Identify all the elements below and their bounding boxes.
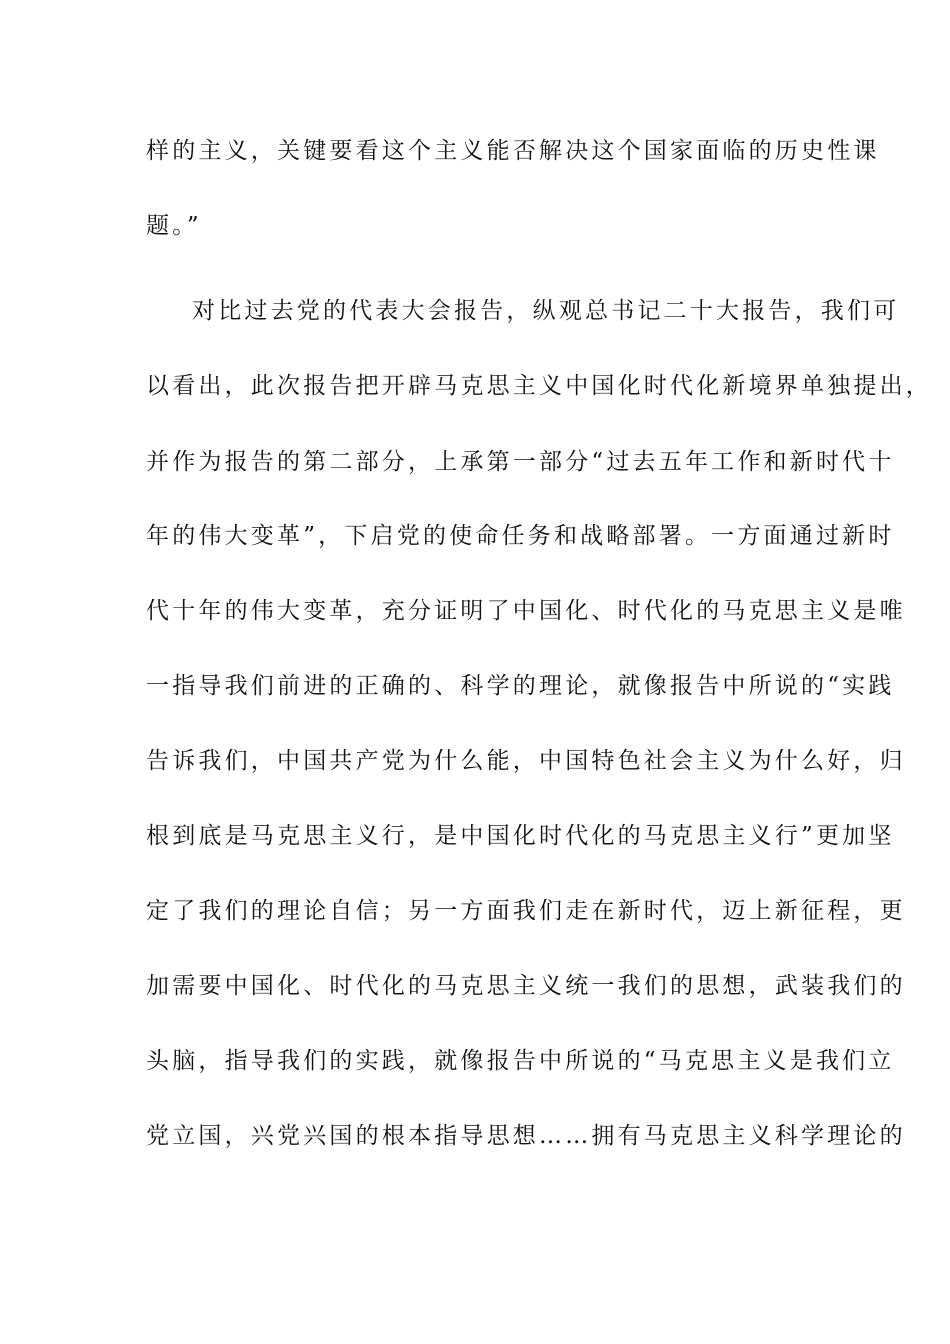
text-line-8: 一指导我们前进的正确的、科学的理论，就像报告中所说的“实践 xyxy=(146,673,895,699)
text-line-9: 告诉我们，中国共产党为什么能，中国特色社会主义为什么好，归 xyxy=(146,748,906,774)
text-line-13: 头脑，指导我们的实践，就像报告中所说的“马克思主义是我们立 xyxy=(146,1048,895,1074)
text-line-4: 以看出，此次报告把开辟马克思主义中国化时代化新境界单独提出， xyxy=(146,373,932,399)
text-line-5: 并作为报告的第二部分，上承第一部分“过去五年工作和新时代十 xyxy=(146,449,895,475)
text-line-10: 根到底是马克思主义行，是中国化时代化的马克思主义行”更加坚 xyxy=(146,823,895,849)
text-line-6: 年的伟大变革”，下启党的使命任务和战略部署。一方面通过新时 xyxy=(146,523,895,549)
text-line-12: 加需要中国化、时代化的马克思主义统一我们的思想，武装我们的 xyxy=(146,973,906,999)
text-line-14: 党立国，兴党兴国的根本指导思想……拥有马克思主义科学理论的 xyxy=(146,1123,906,1149)
text-line-2: 题。” xyxy=(146,213,202,239)
text-line-11: 定了我们的理论自信；另一方面我们走在新时代，迈上新征程，更 xyxy=(146,898,906,924)
text-line-1: 样的主义，关键要看这个主义能否解决这个国家面临的历史性课 xyxy=(146,138,880,164)
paragraph-start-line: 对比过去党的代表大会报告，纵观总书记二十大报告，我们可 xyxy=(192,298,900,324)
text-line-7: 代十年的伟大变革，充分证明了中国化、时代化的马克思主义是唯 xyxy=(146,598,906,624)
